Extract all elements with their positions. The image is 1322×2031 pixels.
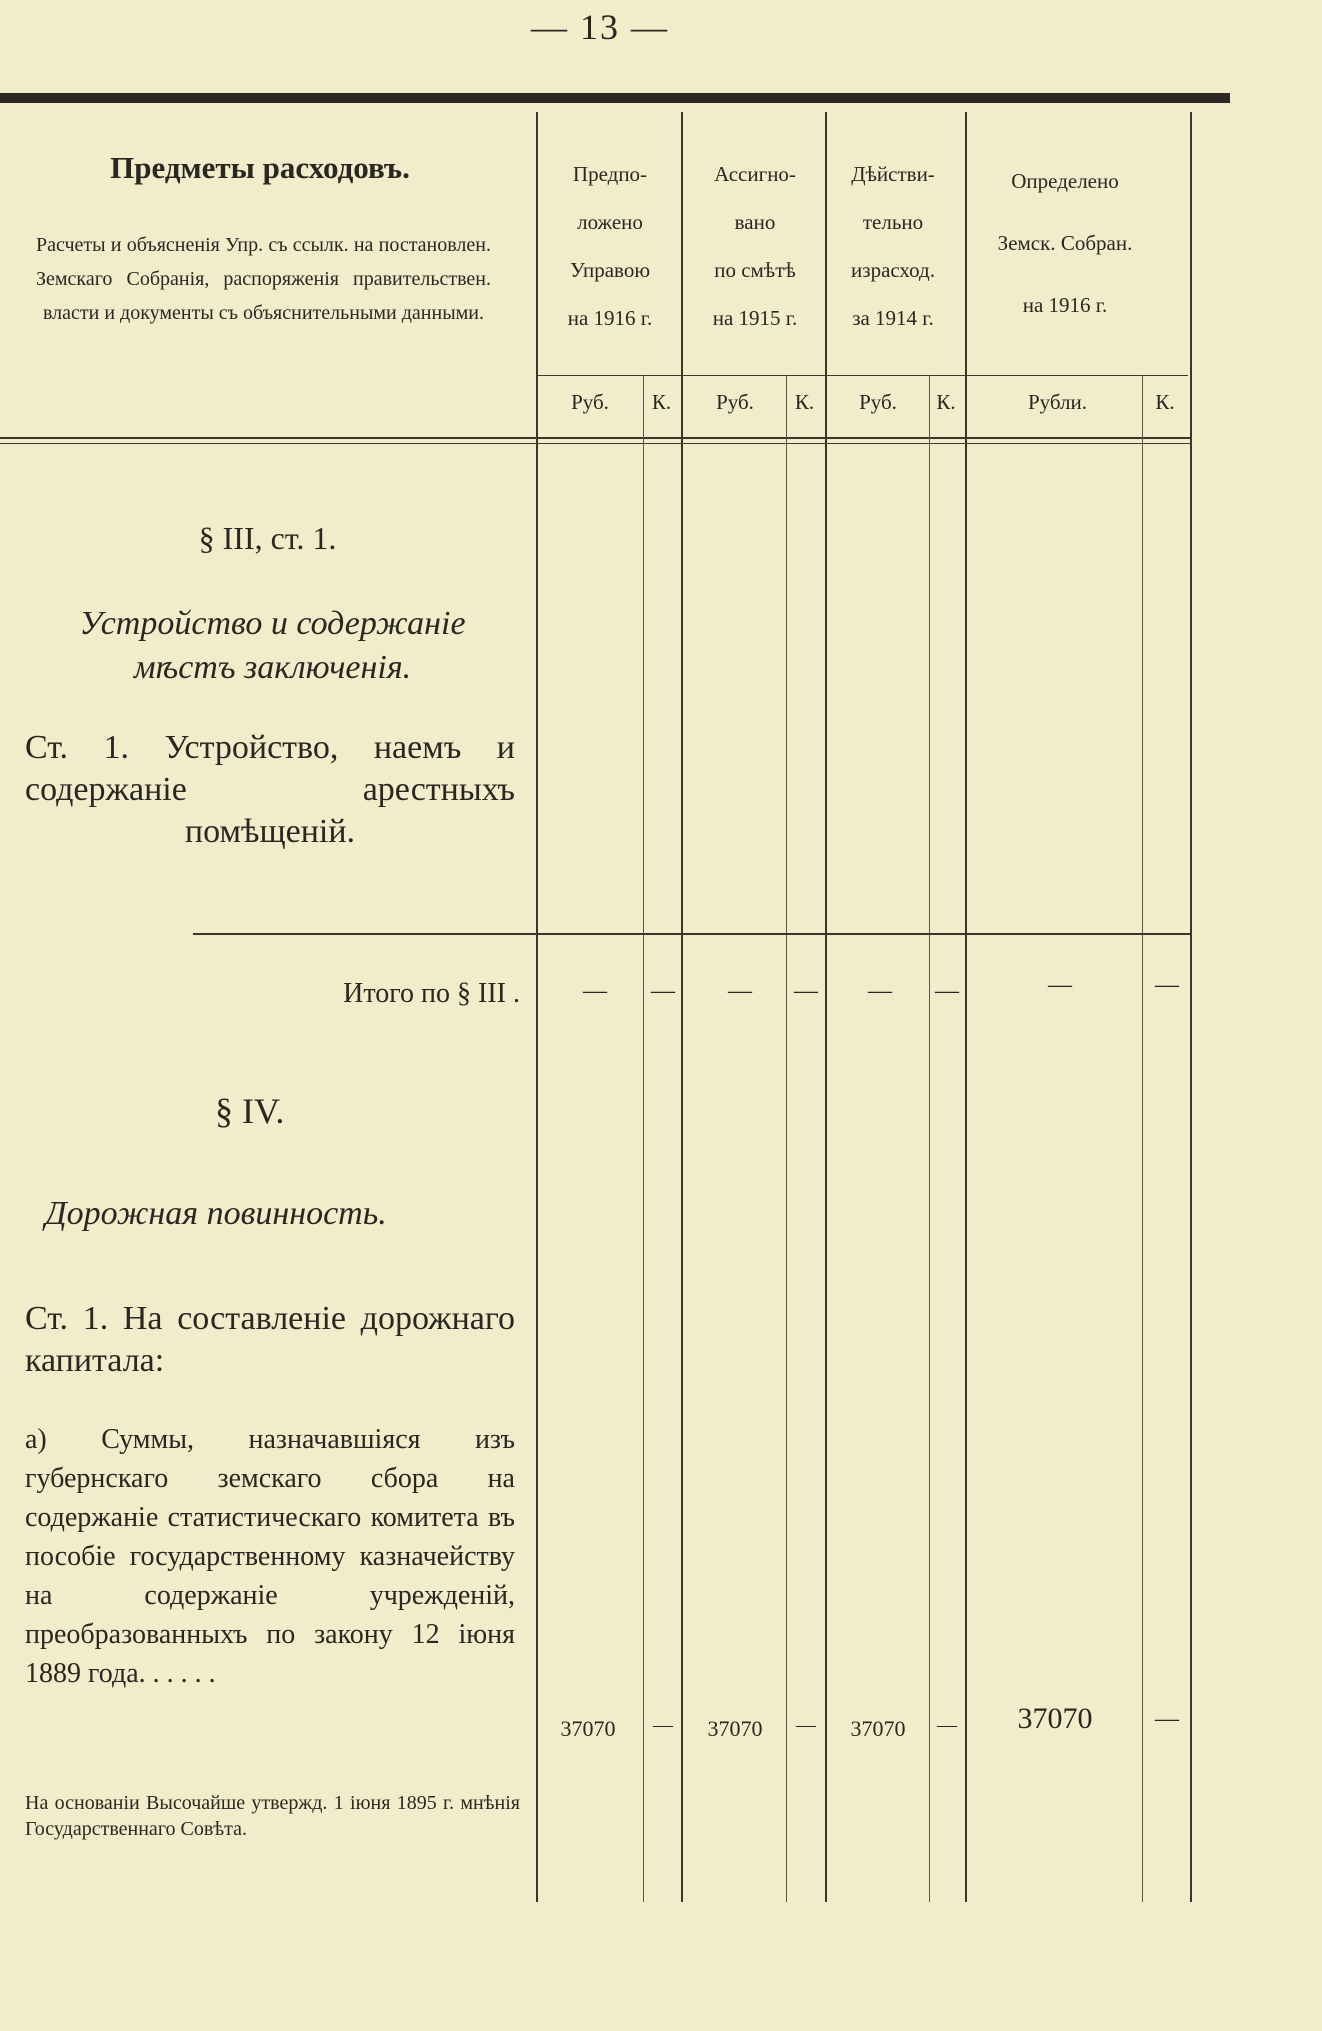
header-title: Предметы расходовъ. bbox=[110, 150, 410, 185]
unit-row-top-line bbox=[538, 375, 1188, 376]
total-value: — bbox=[1155, 972, 1179, 998]
total-value: — bbox=[728, 978, 752, 1004]
unit-rub: Руб. bbox=[859, 390, 897, 414]
total-value: — bbox=[583, 978, 607, 1004]
unit-kop: К. bbox=[794, 390, 815, 414]
total-value: — bbox=[868, 978, 892, 1004]
column-header-spent: Дѣйстви- тельно израсход. за 1914 г. bbox=[851, 162, 935, 330]
total-value: — bbox=[794, 978, 818, 1004]
section-3-article: Ст. 1. Устройство, наемъ и содержаніе арестныхъ помѣщеній. bbox=[25, 729, 515, 850]
item-value: 37070 bbox=[560, 1716, 616, 1741]
item-value: 37070 bbox=[707, 1716, 763, 1741]
column-divider bbox=[1190, 112, 1192, 1902]
column-divider bbox=[536, 112, 538, 1902]
unit-rub: Руб. bbox=[716, 390, 754, 414]
header-bottom-line bbox=[0, 437, 1190, 439]
page-number: — 13 — bbox=[531, 7, 669, 47]
item-value: — bbox=[1155, 1706, 1179, 1732]
header-description: Расчеты и объясненія Упр. съ ссылк. на постановлен. Земскаго Собранія, распоряженія правительствен. власти и документы съ объяснительными данными. bbox=[36, 234, 491, 324]
section-4-note: На основаніи Высочайше утвержд. 1 іюня 1895 г. мнѣнія Государственнаго Совѣта. bbox=[25, 1792, 520, 1840]
total-value: — bbox=[1048, 972, 1072, 998]
column-divider bbox=[681, 112, 683, 1902]
column-divider bbox=[786, 375, 787, 1902]
column-divider bbox=[965, 112, 967, 1902]
column-divider bbox=[825, 112, 827, 1902]
item-value: — bbox=[937, 1714, 957, 1736]
unit-kop: К. bbox=[936, 390, 956, 414]
item-value: 37070 bbox=[850, 1716, 906, 1741]
top-rule bbox=[0, 93, 1230, 103]
section-3-title: Устройство и содержаніе мѣстъ заключенія. bbox=[79, 605, 466, 686]
item-value-determined: 37070 bbox=[1017, 1702, 1093, 1735]
unit-kop: К. bbox=[1155, 390, 1175, 414]
column-header-assigned: Ассигно- вано по смѣтѣ на 1915 г. bbox=[712, 162, 798, 330]
section-4-article: Ст. 1. На составленіе дорожнаго капитала: bbox=[25, 1300, 515, 1379]
unit-rub: Рубли. bbox=[1027, 390, 1088, 414]
unit-rub: Руб. bbox=[571, 390, 609, 414]
total-value: — bbox=[651, 978, 675, 1004]
section-3-heading: § III, ст. 1. bbox=[198, 520, 337, 556]
section-4-title: Дорожная повинность. bbox=[45, 1195, 387, 1232]
section-3-total-label: Итого по § III . bbox=[343, 978, 520, 1009]
unit-kop: К. bbox=[651, 390, 672, 414]
total-rule bbox=[193, 933, 1190, 935]
column-header-determined: Определено Земск. Собран. на 1916 г. bbox=[997, 169, 1133, 317]
total-value: — bbox=[935, 978, 959, 1004]
item-value: — bbox=[653, 1714, 673, 1736]
header-bottom-line-2 bbox=[0, 443, 1190, 444]
item-value: — bbox=[796, 1714, 816, 1736]
section-4-item-text: а) Суммы, назначавшіяся изъ губернскаго земскаго сбора на содержаніе статистическаго комитета въ пособіе государственному казначейству на содержаніе учрежденій, преобразованныхъ по закону 12 іюня 1889 года. . . . . . bbox=[25, 1424, 515, 1689]
section-4-heading: § IV. bbox=[215, 1091, 285, 1131]
column-divider bbox=[643, 375, 644, 1902]
column-header-proposed: Предпо- ложено Управою на 1916 г. bbox=[567, 162, 653, 330]
column-divider bbox=[929, 375, 930, 1902]
column-divider bbox=[1142, 375, 1143, 1902]
